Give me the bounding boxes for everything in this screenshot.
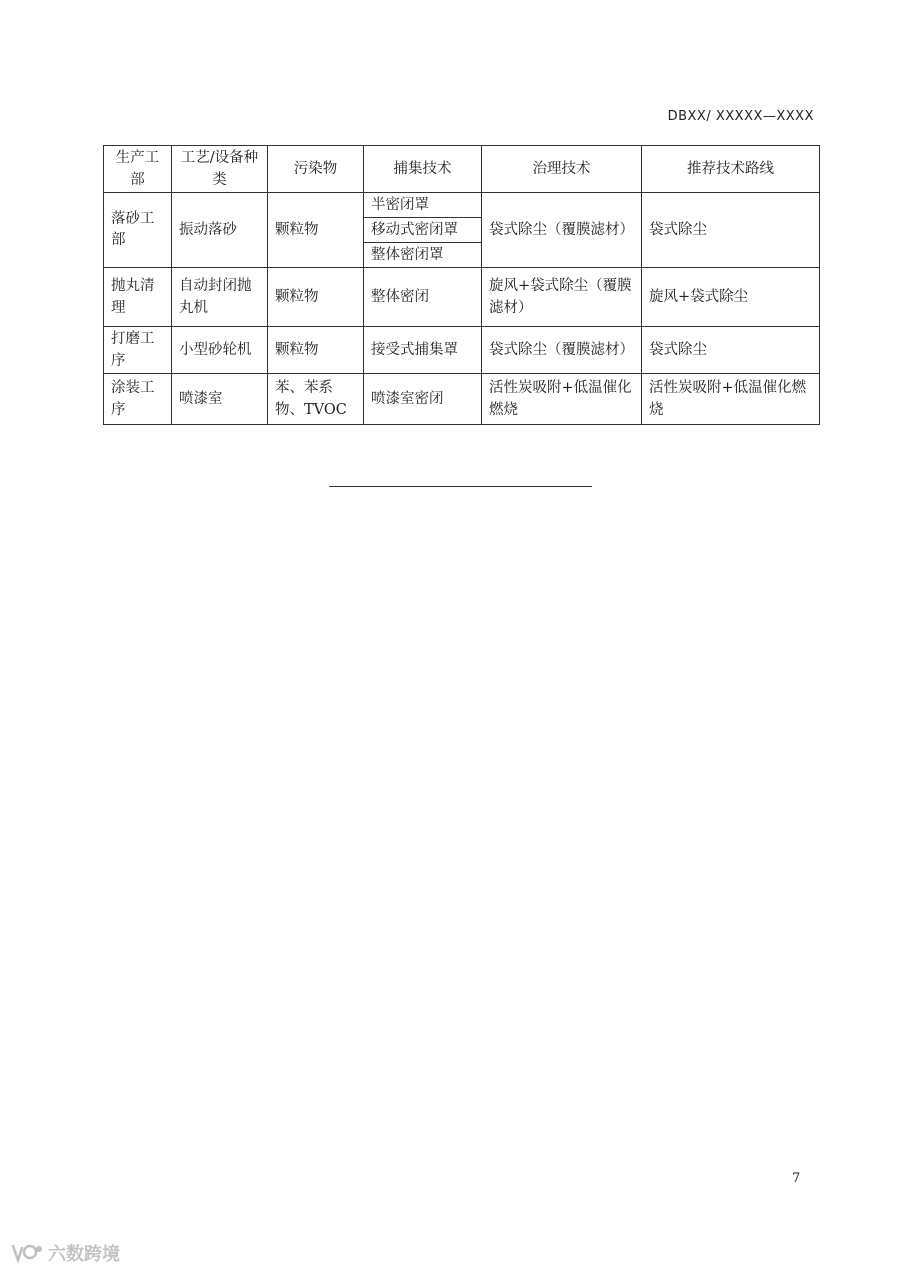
- cell-equipment: 喷漆室: [172, 374, 268, 425]
- table-header-row: [104, 146, 820, 193]
- cell-capture: 整体密闭: [364, 268, 482, 327]
- table-row: [104, 327, 820, 374]
- watermark-text: 六数跨境: [48, 1244, 120, 1265]
- col-header-route: 推荐技术路线: [642, 146, 820, 193]
- cell-equipment: 自动封闭抛丸机: [172, 268, 268, 327]
- cell-capture: 移动式密闭罩: [364, 218, 482, 243]
- cell-equipment: 振动落砂: [172, 193, 268, 268]
- cell-capture: 整体密闭罩: [364, 243, 482, 268]
- watermark: [10, 1240, 120, 1266]
- cell-treatment: 袋式除尘（覆膜滤材）: [482, 327, 642, 374]
- brand-logo-icon: [10, 1242, 44, 1264]
- cell-treatment: 活性炭吸附+低温催化燃烧: [482, 374, 642, 425]
- cell-capture: 接受式捕集罩: [364, 327, 482, 374]
- cell-pollutant: 苯、苯系物、TVOC: [268, 374, 364, 425]
- col-header-equipment: 工艺/设备种类: [172, 146, 268, 193]
- table-row: [104, 374, 820, 425]
- table-row: [104, 268, 820, 327]
- cell-section: 打磨工序: [104, 327, 172, 374]
- cell-equipment: 小型砂轮机: [172, 327, 268, 374]
- cell-pollutant: 颗粒物: [268, 268, 364, 327]
- cell-pollutant: 颗粒物: [268, 327, 364, 374]
- cell-route: 袋式除尘: [642, 327, 820, 374]
- cell-route: 活性炭吸附+低温催化燃烧: [642, 374, 820, 425]
- cell-section: 涂装工序: [104, 374, 172, 425]
- cell-route: 旋风+袋式除尘: [642, 268, 820, 327]
- cell-capture: 喷漆室密闭: [364, 374, 482, 425]
- cell-capture: 半密闭罩: [364, 193, 482, 218]
- cell-route: 袋式除尘: [642, 193, 820, 268]
- page-number: 7: [792, 1171, 801, 1186]
- cell-section: 落砂工部: [104, 193, 172, 268]
- col-header-treatment: 治理技术: [482, 146, 642, 193]
- col-header-capture: 捕集技术: [364, 146, 482, 193]
- end-of-section-rule: [329, 486, 592, 487]
- cell-treatment: 袋式除尘（覆膜滤材）: [482, 193, 642, 268]
- cell-treatment: 旋风+袋式除尘（覆膜滤材）: [482, 268, 642, 327]
- document-code: DBXX/ XXXXX—XXXX: [667, 109, 814, 124]
- technology-table: [103, 145, 820, 425]
- col-header-pollutant: 污染物: [268, 146, 364, 193]
- cell-pollutant: 颗粒物: [268, 193, 364, 268]
- cell-section: 抛丸清理: [104, 268, 172, 327]
- table-row: [104, 193, 820, 218]
- col-header-section: 生产工部: [104, 146, 172, 193]
